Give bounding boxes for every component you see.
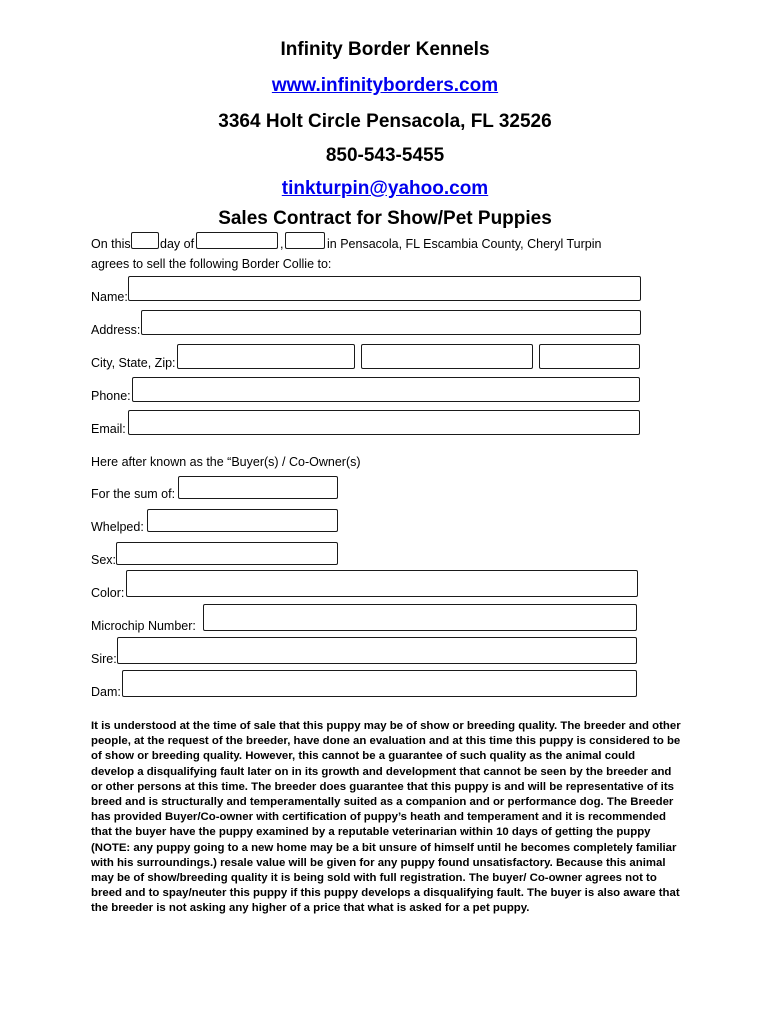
intro-line-2: agrees to sell the following Border Collie to: — [91, 257, 332, 271]
terms-paragraph: It is understood at the time of sale that this puppy may be of show or breeding quality. The breeder and other people, at the request of the breeder, have done an evaluation and at this time this puppy is considered to be of show or breeding quality. However, this cannot be a guarantee of such quality as the animal could develop a disqualifying fault later on in its growth and development that cannot be seen by the breeder and or other persons at this time. The breeder does guarantee that this puppy is and will be representative of its breed and is structurally and temperamentally suited as a companion and or performance dog. The Breeder has provided Buyer/Co-owner with certification of puppy’s heath and temperament and it is recommended that the buyer have the puppy examined by a reputable veterinarian within 10 days of getting the puppy (NOTE: any puppy going to a new home may be a bit unsure of himself until he becomes completely familiar with his surroundings.) resale value will be given for any puppy found unsatisfactory. Because this animal may be of show/breeding quality it is being sold with full registration. The buyer/ Co-owner agrees not to breed and to spay/neuter this puppy if this puppy develops a disqualifying fault. The buyer is also aware that the breeder is not asking any higher of a price that what is asked for a pet puppy. — [91, 720, 681, 915]
phone-field[interactable] — [132, 377, 640, 402]
kennel-phone: 850-543-5455 — [325, 145, 445, 166]
day-of-label: day of — [160, 237, 195, 251]
zip-field[interactable] — [539, 344, 640, 369]
sum-field[interactable] — [178, 476, 338, 499]
address-label: Address: — [91, 323, 141, 337]
day-field[interactable] — [131, 232, 159, 249]
state-field[interactable] — [361, 344, 533, 369]
email-link[interactable]: tinkturpin@yahoo.com — [281, 178, 489, 199]
dam-label: Dam: — [91, 685, 121, 699]
city-field[interactable] — [177, 344, 355, 369]
microchip-field[interactable] — [203, 604, 637, 631]
contract-title: Sales Contract for Show/Pet Puppies — [218, 208, 552, 229]
website-link[interactable]: www.infinityborders.com — [271, 75, 499, 96]
kennel-address: 3364 Holt Circle Pensacola, FL 32526 — [218, 111, 552, 132]
name-field[interactable] — [128, 276, 641, 301]
location-text: in Pensacola, FL Escambia County, Cheryl Turpin — [327, 237, 602, 251]
whelped-label: Whelped: — [91, 520, 144, 534]
sire-label: Sire: — [91, 652, 117, 666]
phone-label: Phone: — [91, 389, 131, 403]
color-label: Color: — [91, 586, 125, 600]
year-field[interactable] — [285, 232, 325, 249]
after-known-text: Here after known as the “Buyer(s) / Co-Owner(s) — [91, 455, 361, 469]
on-this-label: On this — [91, 237, 131, 251]
sex-label: Sex: — [91, 553, 117, 567]
sire-field[interactable] — [117, 637, 637, 664]
color-field[interactable] — [126, 570, 638, 597]
sex-field[interactable] — [116, 542, 338, 565]
name-label: Name: — [91, 290, 128, 304]
address-field[interactable] — [141, 310, 641, 335]
whelped-field[interactable] — [147, 509, 338, 532]
dam-field[interactable] — [122, 670, 637, 697]
sum-label: For the sum of: — [91, 487, 176, 501]
email-field[interactable] — [128, 410, 640, 435]
comma-label: , — [280, 237, 284, 251]
kennel-name: Infinity Border Kennels — [280, 39, 490, 60]
email-label: Email: — [91, 422, 126, 436]
microchip-label: Microchip Number: — [91, 619, 196, 633]
month-field[interactable] — [196, 232, 278, 249]
city-state-zip-label: City, State, Zip: — [91, 356, 176, 370]
